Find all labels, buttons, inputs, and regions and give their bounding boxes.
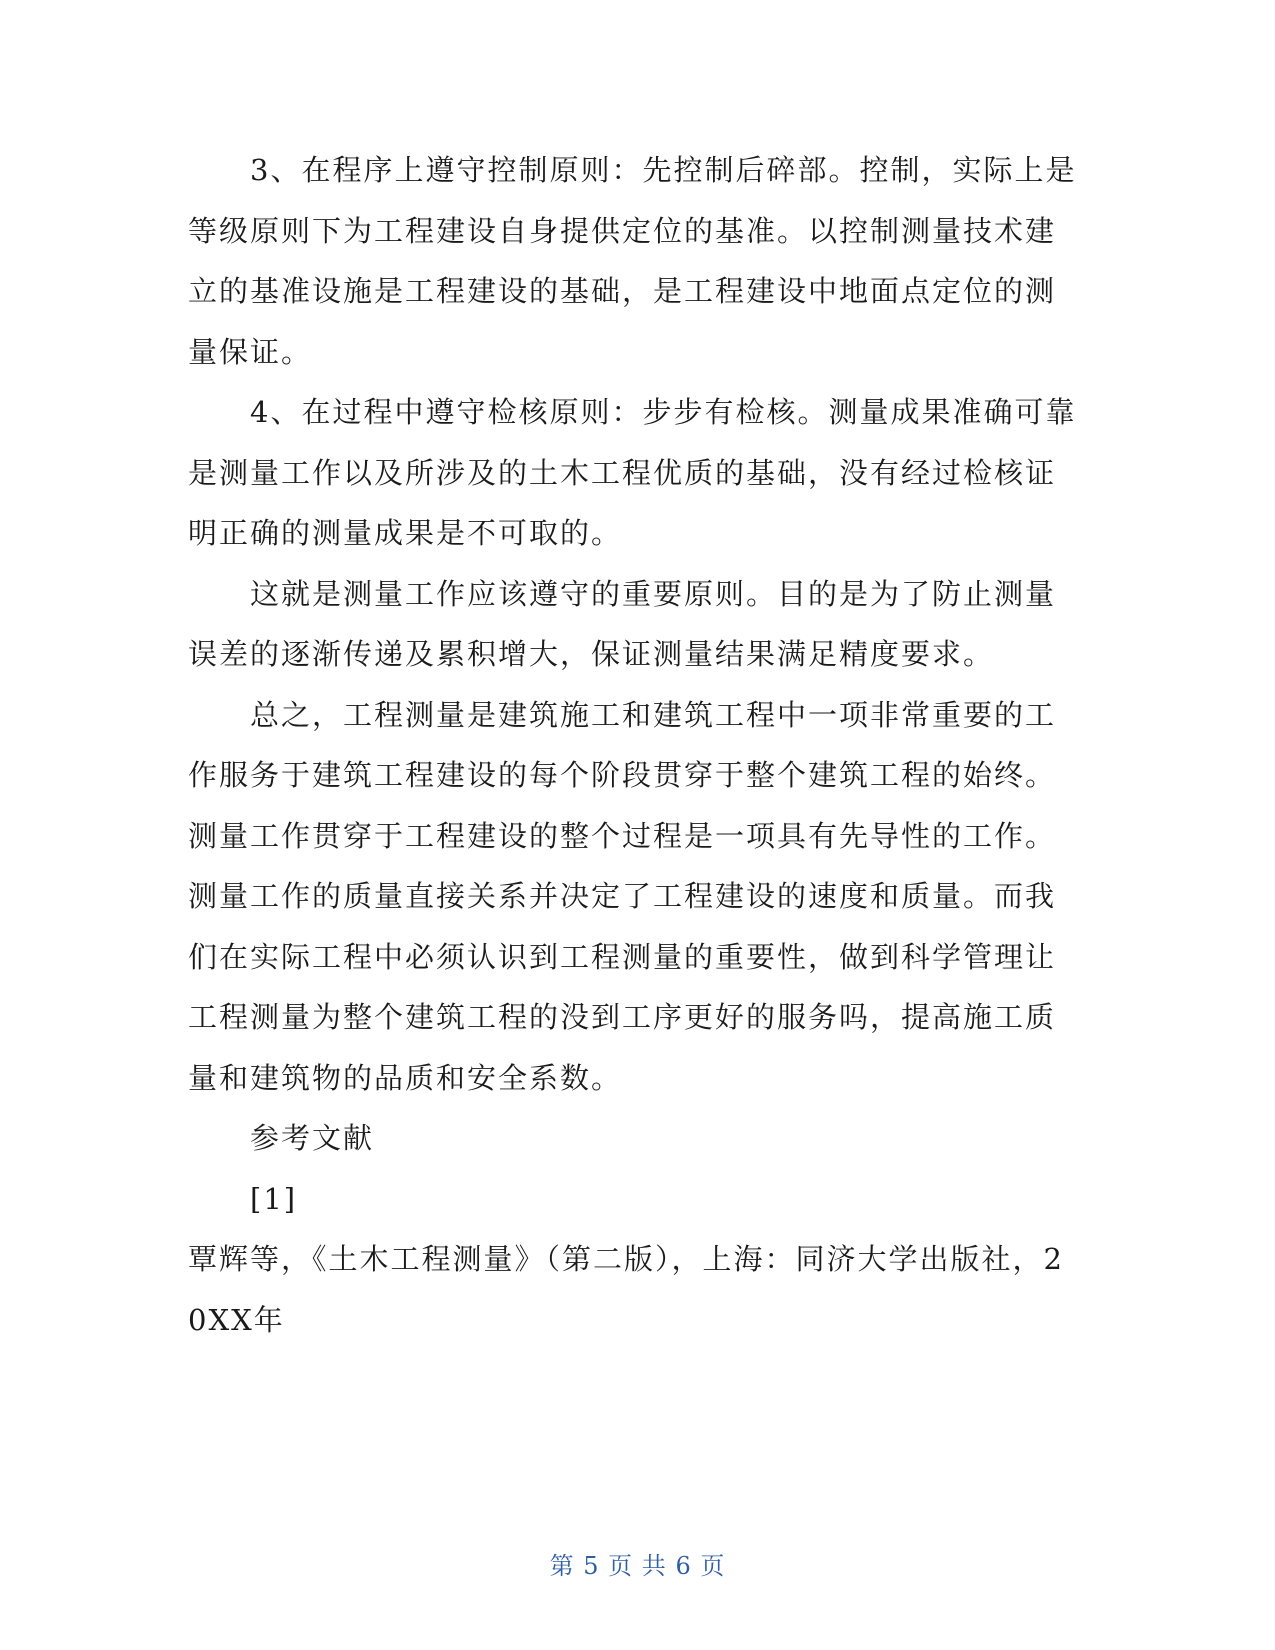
reference-entry-line: 覃辉等，《土木工程测量》（第二版），上海：同济大学出版社，2 bbox=[188, 1242, 1064, 1276]
text-line: 作服务于建筑工程建设的每个阶段贯穿于整个建筑工程的始终。 bbox=[188, 758, 1057, 792]
text-line: 这就是测量工作应该遵守的重要原则。目的是为了防止测量 bbox=[250, 576, 1057, 611]
text-line: 是测量工作以及所涉及的土木工程优质的基础，没有经过检核证 bbox=[188, 455, 1057, 490]
text-line: 测量工作贯穿于工程建设的整个过程是一项具有先导性的工作。 bbox=[188, 818, 1057, 853]
paragraph-4 bbox=[188, 382, 1090, 564]
document-body bbox=[188, 140, 1090, 1350]
text-line: 4、在过程中遵守检核原则：步步有检核。测量成果准确可靠 bbox=[250, 395, 1077, 429]
page-number-footer: 第 5 页 共 6 页 bbox=[549, 1552, 726, 1580]
text-line: 工程测量为整个建筑工程的没到工序更好的服务吗，提高施工质 bbox=[188, 1000, 1057, 1034]
text-line: 明正确的测量成果是不可取的。 bbox=[188, 516, 623, 550]
text-line: 量保证。 bbox=[188, 334, 313, 369]
text-line: 们在实际工程中必须认识到工程测量的重要性，做到科学管理让 bbox=[188, 939, 1057, 974]
paragraph-conclusion bbox=[188, 685, 1090, 1109]
text-line: 测量工作的质量直接关系并决定了工程建设的速度和质量。而我 bbox=[188, 879, 1057, 913]
text-line: 总之，工程测量是建筑施工和建筑工程中一项非常重要的工 bbox=[250, 697, 1057, 732]
reference-entry-line: 0XX年 bbox=[188, 1302, 285, 1337]
text-line: 3、在程序上遵守控制原则：先控制后碎部。控制，实际上是 bbox=[250, 153, 1077, 187]
text-line: 误差的逐渐传递及累积增大，保证测量结果满足精度要求。 bbox=[188, 637, 995, 671]
text-line: 立的基准设施是工程建设的基础，是工程建设中地面点定位的测 bbox=[188, 274, 1057, 308]
reference-number: [1] bbox=[250, 1181, 298, 1216]
paragraph-principle-summary bbox=[188, 564, 1090, 685]
references-heading: 参考文献 bbox=[250, 1121, 375, 1155]
paragraph-3 bbox=[188, 140, 1090, 382]
references-section bbox=[188, 1108, 1090, 1350]
text-line: 量和建筑物的品质和安全系数。 bbox=[188, 1060, 623, 1095]
text-line: 等级原则下为工程建设自身提供定位的基准。以控制测量技术建 bbox=[188, 213, 1057, 248]
